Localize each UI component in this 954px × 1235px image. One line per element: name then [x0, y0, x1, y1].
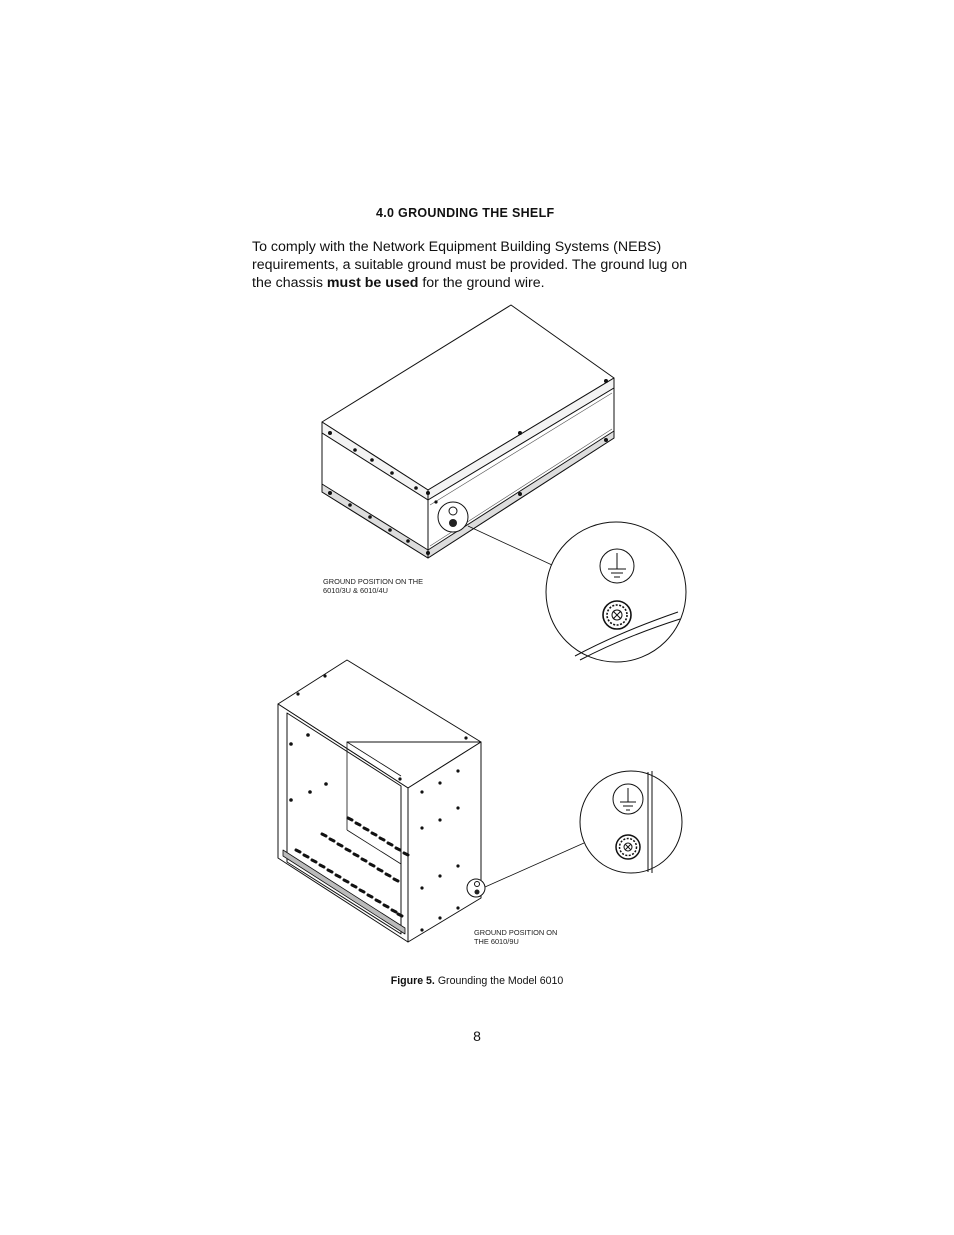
figure-caption-number: Figure 5. — [390, 975, 435, 987]
ground-position-label-3u-4u: GROUND POSITION ON THE 6010/3U & 6010/4U — [323, 577, 424, 595]
shelf-3u-4u-illustration — [322, 305, 686, 662]
figure-caption — [0, 975, 954, 987]
ground-position-label-9u: GROUND POSITION ON THE 6010/9U — [474, 928, 558, 946]
paragraph-emphasis: must be used — [326, 275, 419, 291]
figure-caption-text: Grounding the Model 6010 — [434, 975, 564, 987]
paragraph-text-2: for the ground wire. — [418, 275, 545, 291]
paragraph-text-1: To comply with the Network Equipment Building Systems (NEBS) requirements, a suitable ground must be provided. The ground lug on the chassis — [252, 239, 688, 291]
shelf-9u-illustration — [278, 660, 682, 942]
page-number: 8 — [473, 1028, 481, 1044]
section-heading: 4.0 GROUNDING THE SHELF — [376, 206, 555, 220]
